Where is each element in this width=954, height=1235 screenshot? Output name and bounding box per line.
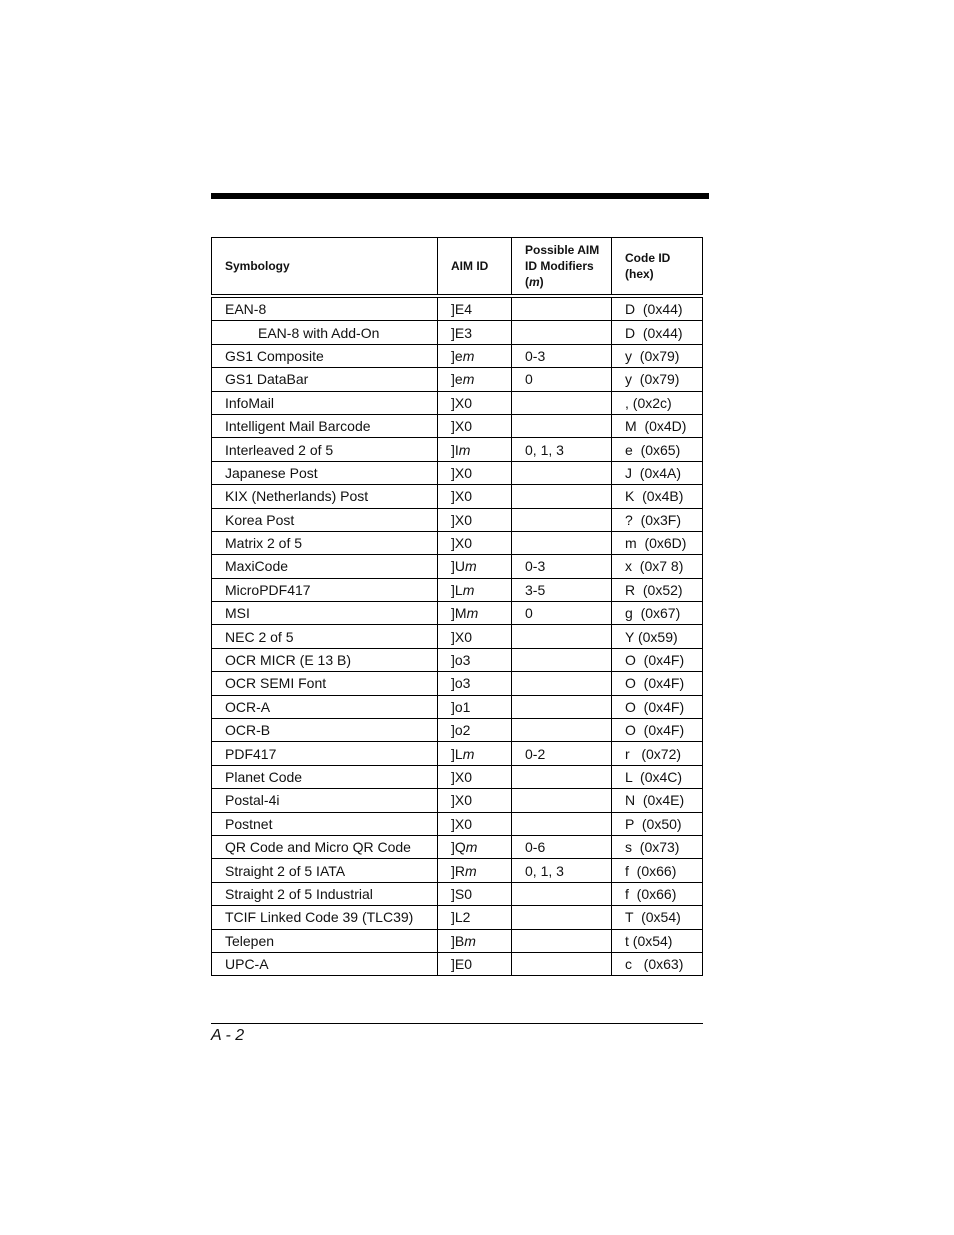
aim-id-cell: ]X0 [438, 485, 512, 508]
modifiers-cell [512, 765, 612, 788]
modifiers-cell: 0, 1, 3 [512, 859, 612, 882]
aim-id-cell: ]X0 [438, 414, 512, 437]
code-id-cell: O (0x4F) [612, 672, 703, 695]
modifiers-cell [512, 414, 612, 437]
modifiers-cell: 0 [512, 602, 612, 625]
table-row [212, 695, 703, 718]
code-id-cell: K (0x4B) [612, 485, 703, 508]
symbology-cell: Japanese Post [212, 461, 438, 484]
table-row [212, 461, 703, 484]
symbology-cell: GS1 DataBar [212, 368, 438, 391]
modifiers-cell: 0-3 [512, 555, 612, 578]
modifiers-cell [512, 321, 612, 344]
modifiers-cell [512, 391, 612, 414]
modifiers-cell: 0 [512, 368, 612, 391]
symbology-cell: Straight 2 of 5 IATA [212, 859, 438, 882]
table-row [212, 438, 703, 461]
page-number: A - 2 [211, 1027, 245, 1044]
code-id-cell: x (0x7 8) [612, 555, 703, 578]
table-row [212, 508, 703, 531]
modifiers-cell [512, 929, 612, 952]
modifiers-cell [512, 672, 612, 695]
aim-id-cell: ]Rm [438, 859, 512, 882]
table-row [212, 859, 703, 882]
symbology-cell: QR Code and Micro QR Code [212, 835, 438, 858]
aim-id-cell: ]X0 [438, 625, 512, 648]
code-id-cell: f (0x66) [612, 882, 703, 905]
aim-id-cell: ]Mm [438, 602, 512, 625]
aim-id-cell: ]Qm [438, 835, 512, 858]
symbology-cell: OCR-A [212, 695, 438, 718]
code-id-cell: c (0x63) [612, 952, 703, 975]
aim-id-cell: ]E0 [438, 952, 512, 975]
modifiers-cell [512, 625, 612, 648]
table-row [212, 531, 703, 554]
symbology-cell: Matrix 2 of 5 [212, 531, 438, 554]
modifiers-cell [512, 461, 612, 484]
symbology-cell: MaxiCode [212, 555, 438, 578]
code-id-cell: y (0x79) [612, 368, 703, 391]
table-row [212, 625, 703, 648]
code-id-cell: , (0x2c) [612, 391, 703, 414]
modifiers-cell [512, 485, 612, 508]
code-id-cell: Y (0x59) [612, 625, 703, 648]
modifiers-cell [512, 296, 612, 321]
column-header-code-id: Code ID (hex) [612, 238, 703, 297]
code-id-cell: f (0x66) [612, 859, 703, 882]
symbology-cell: Interleaved 2 of 5 [212, 438, 438, 461]
symbology-table [211, 237, 703, 976]
code-id-cell: y (0x79) [612, 344, 703, 367]
aim-id-cell: ]o1 [438, 695, 512, 718]
symbology-cell: OCR MICR (E 13 B) [212, 648, 438, 671]
aim-id-cell: ]o3 [438, 648, 512, 671]
column-header-aim-id: AIM ID [438, 238, 512, 297]
table-row [212, 672, 703, 695]
aim-id-cell: ]X0 [438, 765, 512, 788]
code-id-cell: N (0x4E) [612, 789, 703, 812]
aim-id-cell: ]em [438, 344, 512, 367]
code-id-cell: D (0x44) [612, 296, 703, 321]
table-row [212, 789, 703, 812]
symbology-cell: MicroPDF417 [212, 578, 438, 601]
table-row [212, 812, 703, 835]
symbology-cell: Postnet [212, 812, 438, 835]
code-id-cell: M (0x4D) [612, 414, 703, 437]
code-id-cell: O (0x4F) [612, 695, 703, 718]
code-id-cell: R (0x52) [612, 578, 703, 601]
aim-id-cell: ]X0 [438, 812, 512, 835]
table-row [212, 321, 703, 344]
symbology-cell: TCIF Linked Code 39 (TLC39) [212, 906, 438, 929]
table-row [212, 835, 703, 858]
aim-id-cell: ]Lm [438, 578, 512, 601]
symbology-cell: PDF417 [212, 742, 438, 765]
code-id-cell: O (0x4F) [612, 719, 703, 742]
table-header-row [212, 238, 703, 297]
table-row [212, 391, 703, 414]
symbology-cell: Postal-4i [212, 789, 438, 812]
modifiers-cell [512, 882, 612, 905]
code-id-cell: J (0x4A) [612, 461, 703, 484]
table-row [212, 578, 703, 601]
table-row [212, 742, 703, 765]
modifiers-cell [512, 812, 612, 835]
aim-id-cell: ]X0 [438, 531, 512, 554]
symbology-cell: NEC 2 of 5 [212, 625, 438, 648]
code-id-cell: O (0x4F) [612, 648, 703, 671]
symbology-cell: Straight 2 of 5 Industrial [212, 882, 438, 905]
table-row [212, 555, 703, 578]
code-id-cell: r (0x72) [612, 742, 703, 765]
code-id-cell: L (0x4C) [612, 765, 703, 788]
symbology-cell: OCR SEMI Font [212, 672, 438, 695]
symbology-cell: Intelligent Mail Barcode [212, 414, 438, 437]
code-id-cell: g (0x67) [612, 602, 703, 625]
modifiers-cell [512, 789, 612, 812]
code-id-cell: e (0x65) [612, 438, 703, 461]
aim-id-cell: ]Im [438, 438, 512, 461]
aim-id-cell: ]o2 [438, 719, 512, 742]
modifiers-cell [512, 695, 612, 718]
symbology-cell: EAN-8 with Add-On [212, 321, 438, 344]
table-row [212, 906, 703, 929]
footer-rule [211, 1023, 703, 1024]
table-row [212, 296, 703, 321]
symbology-cell: OCR-B [212, 719, 438, 742]
aim-id-cell: ]Bm [438, 929, 512, 952]
symbology-cell: Planet Code [212, 765, 438, 788]
symbology-cell: EAN-8 [212, 296, 438, 321]
modifiers-cell: 0-2 [512, 742, 612, 765]
symbology-cell: Telepen [212, 929, 438, 952]
table-row [212, 602, 703, 625]
symbology-cell: InfoMail [212, 391, 438, 414]
code-id-cell: D (0x44) [612, 321, 703, 344]
column-header-symbology: Symbology [212, 238, 438, 297]
modifiers-cell [512, 952, 612, 975]
table-row [212, 882, 703, 905]
symbology-cell: Korea Post [212, 508, 438, 531]
table-row [212, 929, 703, 952]
aim-id-cell: ]S0 [438, 882, 512, 905]
code-id-cell: P (0x50) [612, 812, 703, 835]
aim-id-cell: ]X0 [438, 508, 512, 531]
aim-id-cell: ]E3 [438, 321, 512, 344]
code-id-cell: T (0x54) [612, 906, 703, 929]
aim-id-cell: ]o3 [438, 672, 512, 695]
table-row [212, 765, 703, 788]
table-row [212, 719, 703, 742]
header-rule [211, 193, 709, 199]
code-id-cell: ? (0x3F) [612, 508, 703, 531]
column-header-modifiers: Possible AIM ID Modifiers (m) [512, 238, 612, 297]
symbology-cell: KIX (Netherlands) Post [212, 485, 438, 508]
modifiers-cell: 0-6 [512, 835, 612, 858]
table-row [212, 485, 703, 508]
table-row [212, 952, 703, 975]
modifiers-cell: 0-3 [512, 344, 612, 367]
code-id-cell: s (0x73) [612, 835, 703, 858]
aim-id-cell: ]X0 [438, 461, 512, 484]
symbology-cell: GS1 Composite [212, 344, 438, 367]
code-id-cell: t (0x54) [612, 929, 703, 952]
modifiers-cell [512, 719, 612, 742]
modifiers-cell: 0, 1, 3 [512, 438, 612, 461]
modifiers-cell [512, 508, 612, 531]
aim-id-cell: ]em [438, 368, 512, 391]
table-row [212, 414, 703, 437]
table-row [212, 648, 703, 671]
modifiers-cell [512, 531, 612, 554]
aim-id-cell: ]X0 [438, 391, 512, 414]
modifiers-cell [512, 648, 612, 671]
code-id-cell: m (0x6D) [612, 531, 703, 554]
aim-id-cell: ]Lm [438, 742, 512, 765]
symbology-cell: MSI [212, 602, 438, 625]
modifiers-cell: 3-5 [512, 578, 612, 601]
aim-id-cell: ]X0 [438, 789, 512, 812]
modifiers-cell [512, 906, 612, 929]
aim-id-cell: ]L2 [438, 906, 512, 929]
symbology-cell: UPC-A [212, 952, 438, 975]
table-row [212, 344, 703, 367]
aim-id-cell: ]E4 [438, 296, 512, 321]
aim-id-cell: ]Um [438, 555, 512, 578]
table-row [212, 368, 703, 391]
